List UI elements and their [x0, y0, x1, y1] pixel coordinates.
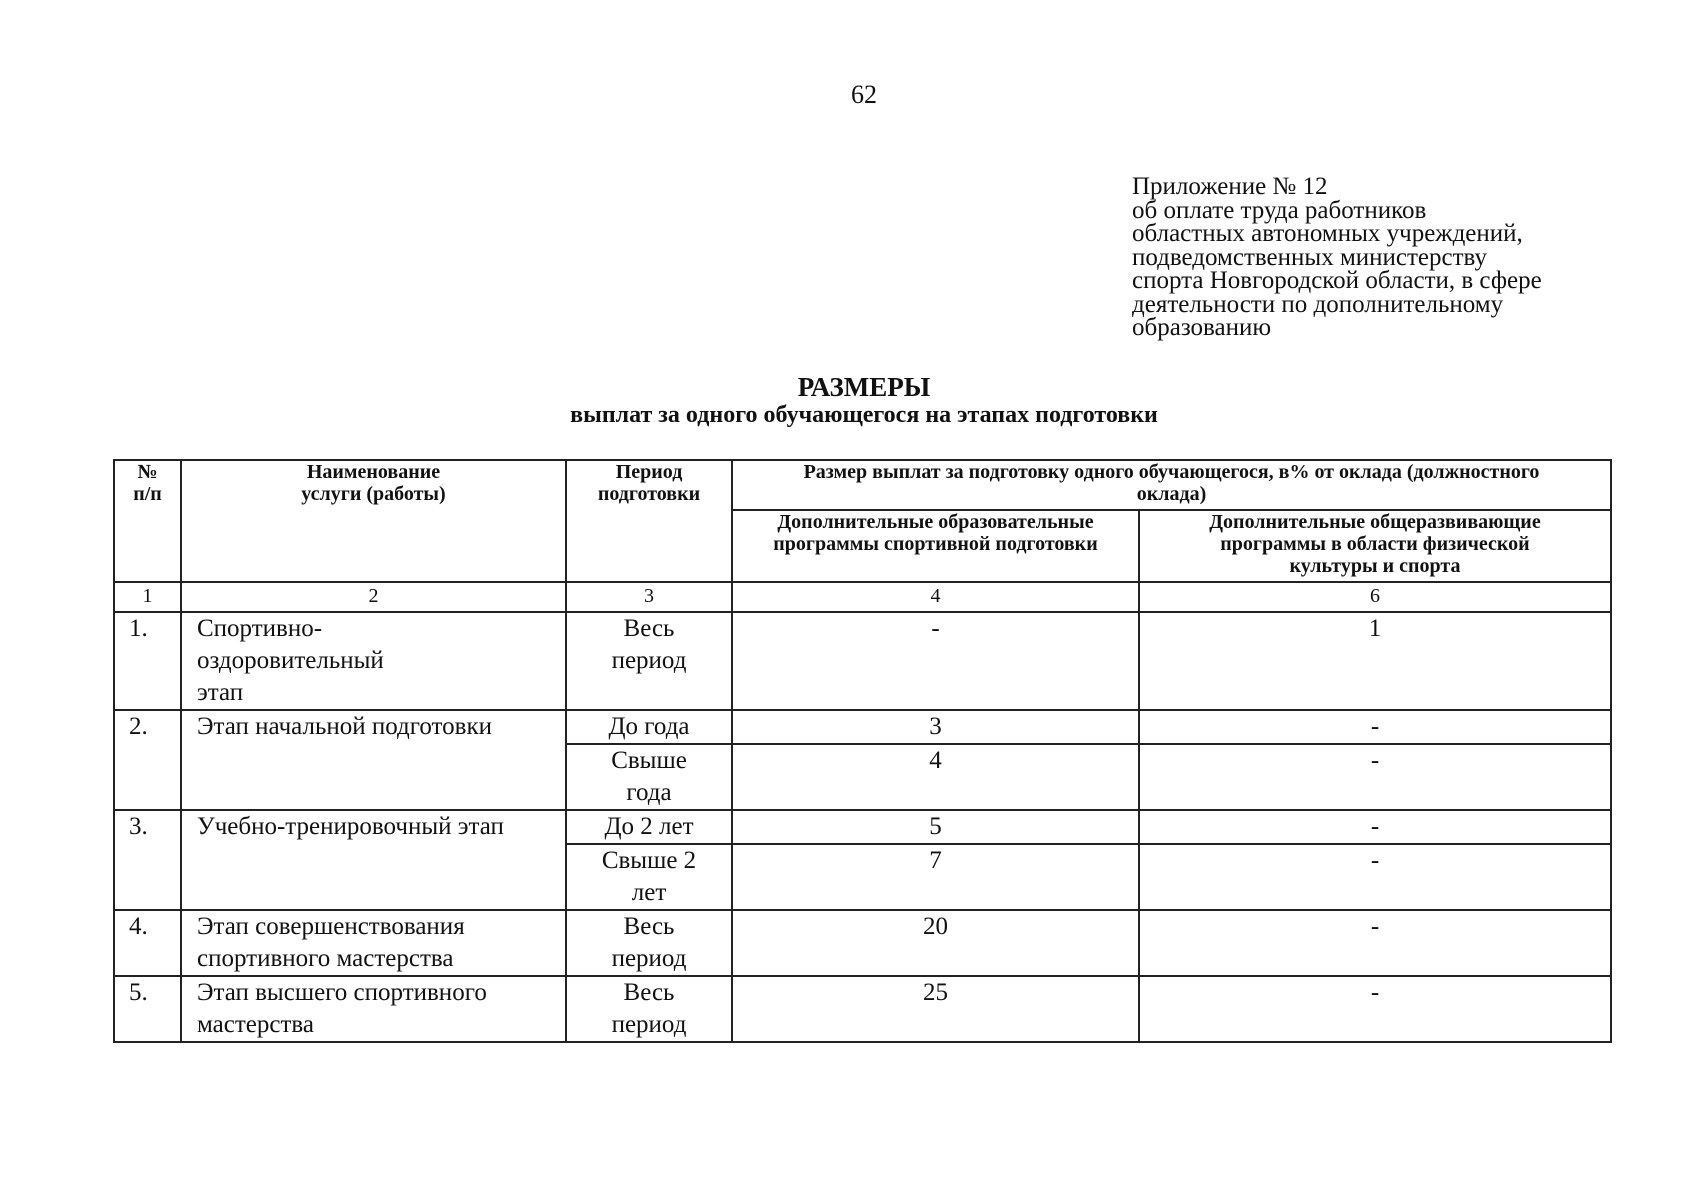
- document-title: [0, 372, 1690, 428]
- title-main: РАЗМЕРЫ: [797, 372, 931, 402]
- period-cell: До года: [566, 710, 732, 744]
- appendix-line: Приложение № 12: [1132, 173, 1328, 200]
- row-number: 3.: [114, 810, 181, 910]
- general-value: -: [1139, 976, 1611, 1042]
- period-cell: Свыше 2 лет: [566, 844, 732, 910]
- table-row: [114, 910, 1611, 976]
- row-number: 4.: [114, 910, 181, 976]
- general-value: -: [1139, 744, 1611, 810]
- header-num: № п/п: [114, 460, 181, 582]
- sport-value: 20: [732, 910, 1139, 976]
- header-period: Период подготовки: [566, 460, 732, 582]
- table-row: [114, 976, 1611, 1042]
- column-number: 4: [732, 582, 1139, 612]
- appendix-line: областных автономных учреждений,: [1132, 220, 1523, 247]
- service-name: Учебно-тренировочный этап: [181, 810, 566, 910]
- period-cell: Весь период: [566, 612, 732, 710]
- payment-rates-table: [113, 459, 1612, 1043]
- period-cell: Весь период: [566, 910, 732, 976]
- period-cell: Свыше года: [566, 744, 732, 810]
- sport-value: -: [732, 612, 1139, 710]
- service-name: Этап начальной подготовки: [181, 710, 566, 810]
- service-name: Этап совершенствования спортивного мастерства: [181, 910, 566, 976]
- general-value: -: [1139, 910, 1611, 976]
- row-number: 5.: [114, 976, 181, 1042]
- period-cell: До 2 лет: [566, 810, 732, 844]
- sport-value: 3: [732, 710, 1139, 744]
- title-subtitle: выплат за одного обучающегося на этапах подготовки: [570, 402, 1158, 428]
- table-row: [114, 810, 1611, 844]
- appendix-line: подведомственных министерству: [1132, 243, 1487, 271]
- sport-value: 25: [732, 976, 1139, 1042]
- appendix-line: спорта Новгородской области, в сфере: [1132, 267, 1542, 294]
- column-number: 3: [566, 582, 732, 612]
- row-number: 2.: [114, 710, 181, 810]
- column-number: 6: [1139, 582, 1611, 612]
- table-row: [114, 710, 1611, 744]
- service-name: Спортивно-оздоровительный этап: [181, 612, 566, 710]
- page-number: 62: [851, 80, 877, 109]
- column-number: 2: [181, 582, 566, 612]
- appendix-line: образованию: [1132, 314, 1272, 341]
- row-number: 1.: [114, 612, 181, 710]
- sport-value: 4: [732, 744, 1139, 810]
- column-number: 1: [114, 582, 181, 612]
- sport-value: 7: [732, 844, 1139, 910]
- header-payment-size: Размер выплат за подготовку одного обучающегося, в% от оклада (должностного оклада): [732, 460, 1611, 510]
- appendix-line: деятельности по дополнительному: [1132, 290, 1504, 318]
- general-value: -: [1139, 844, 1611, 910]
- table-row: [114, 612, 1611, 710]
- service-name: Этап высшего спортивного мастерства: [181, 976, 566, 1042]
- header-sport-programs: Дополнительные образовательные программы спортивной подготовки: [732, 510, 1139, 582]
- sport-value: 5: [732, 810, 1139, 844]
- header-general-programs: Дополнительные общеразвивающие программы в области физической культуры и спорта: [1139, 510, 1611, 582]
- period-cell: Весь период: [566, 976, 732, 1042]
- header-service: Наименование услуги (работы): [181, 460, 566, 582]
- general-value: -: [1139, 810, 1611, 844]
- general-value: 1: [1139, 612, 1611, 710]
- appendix-line: об оплате труда работников: [1132, 196, 1427, 224]
- appendix-note: [1132, 175, 1652, 340]
- general-value: -: [1139, 710, 1611, 744]
